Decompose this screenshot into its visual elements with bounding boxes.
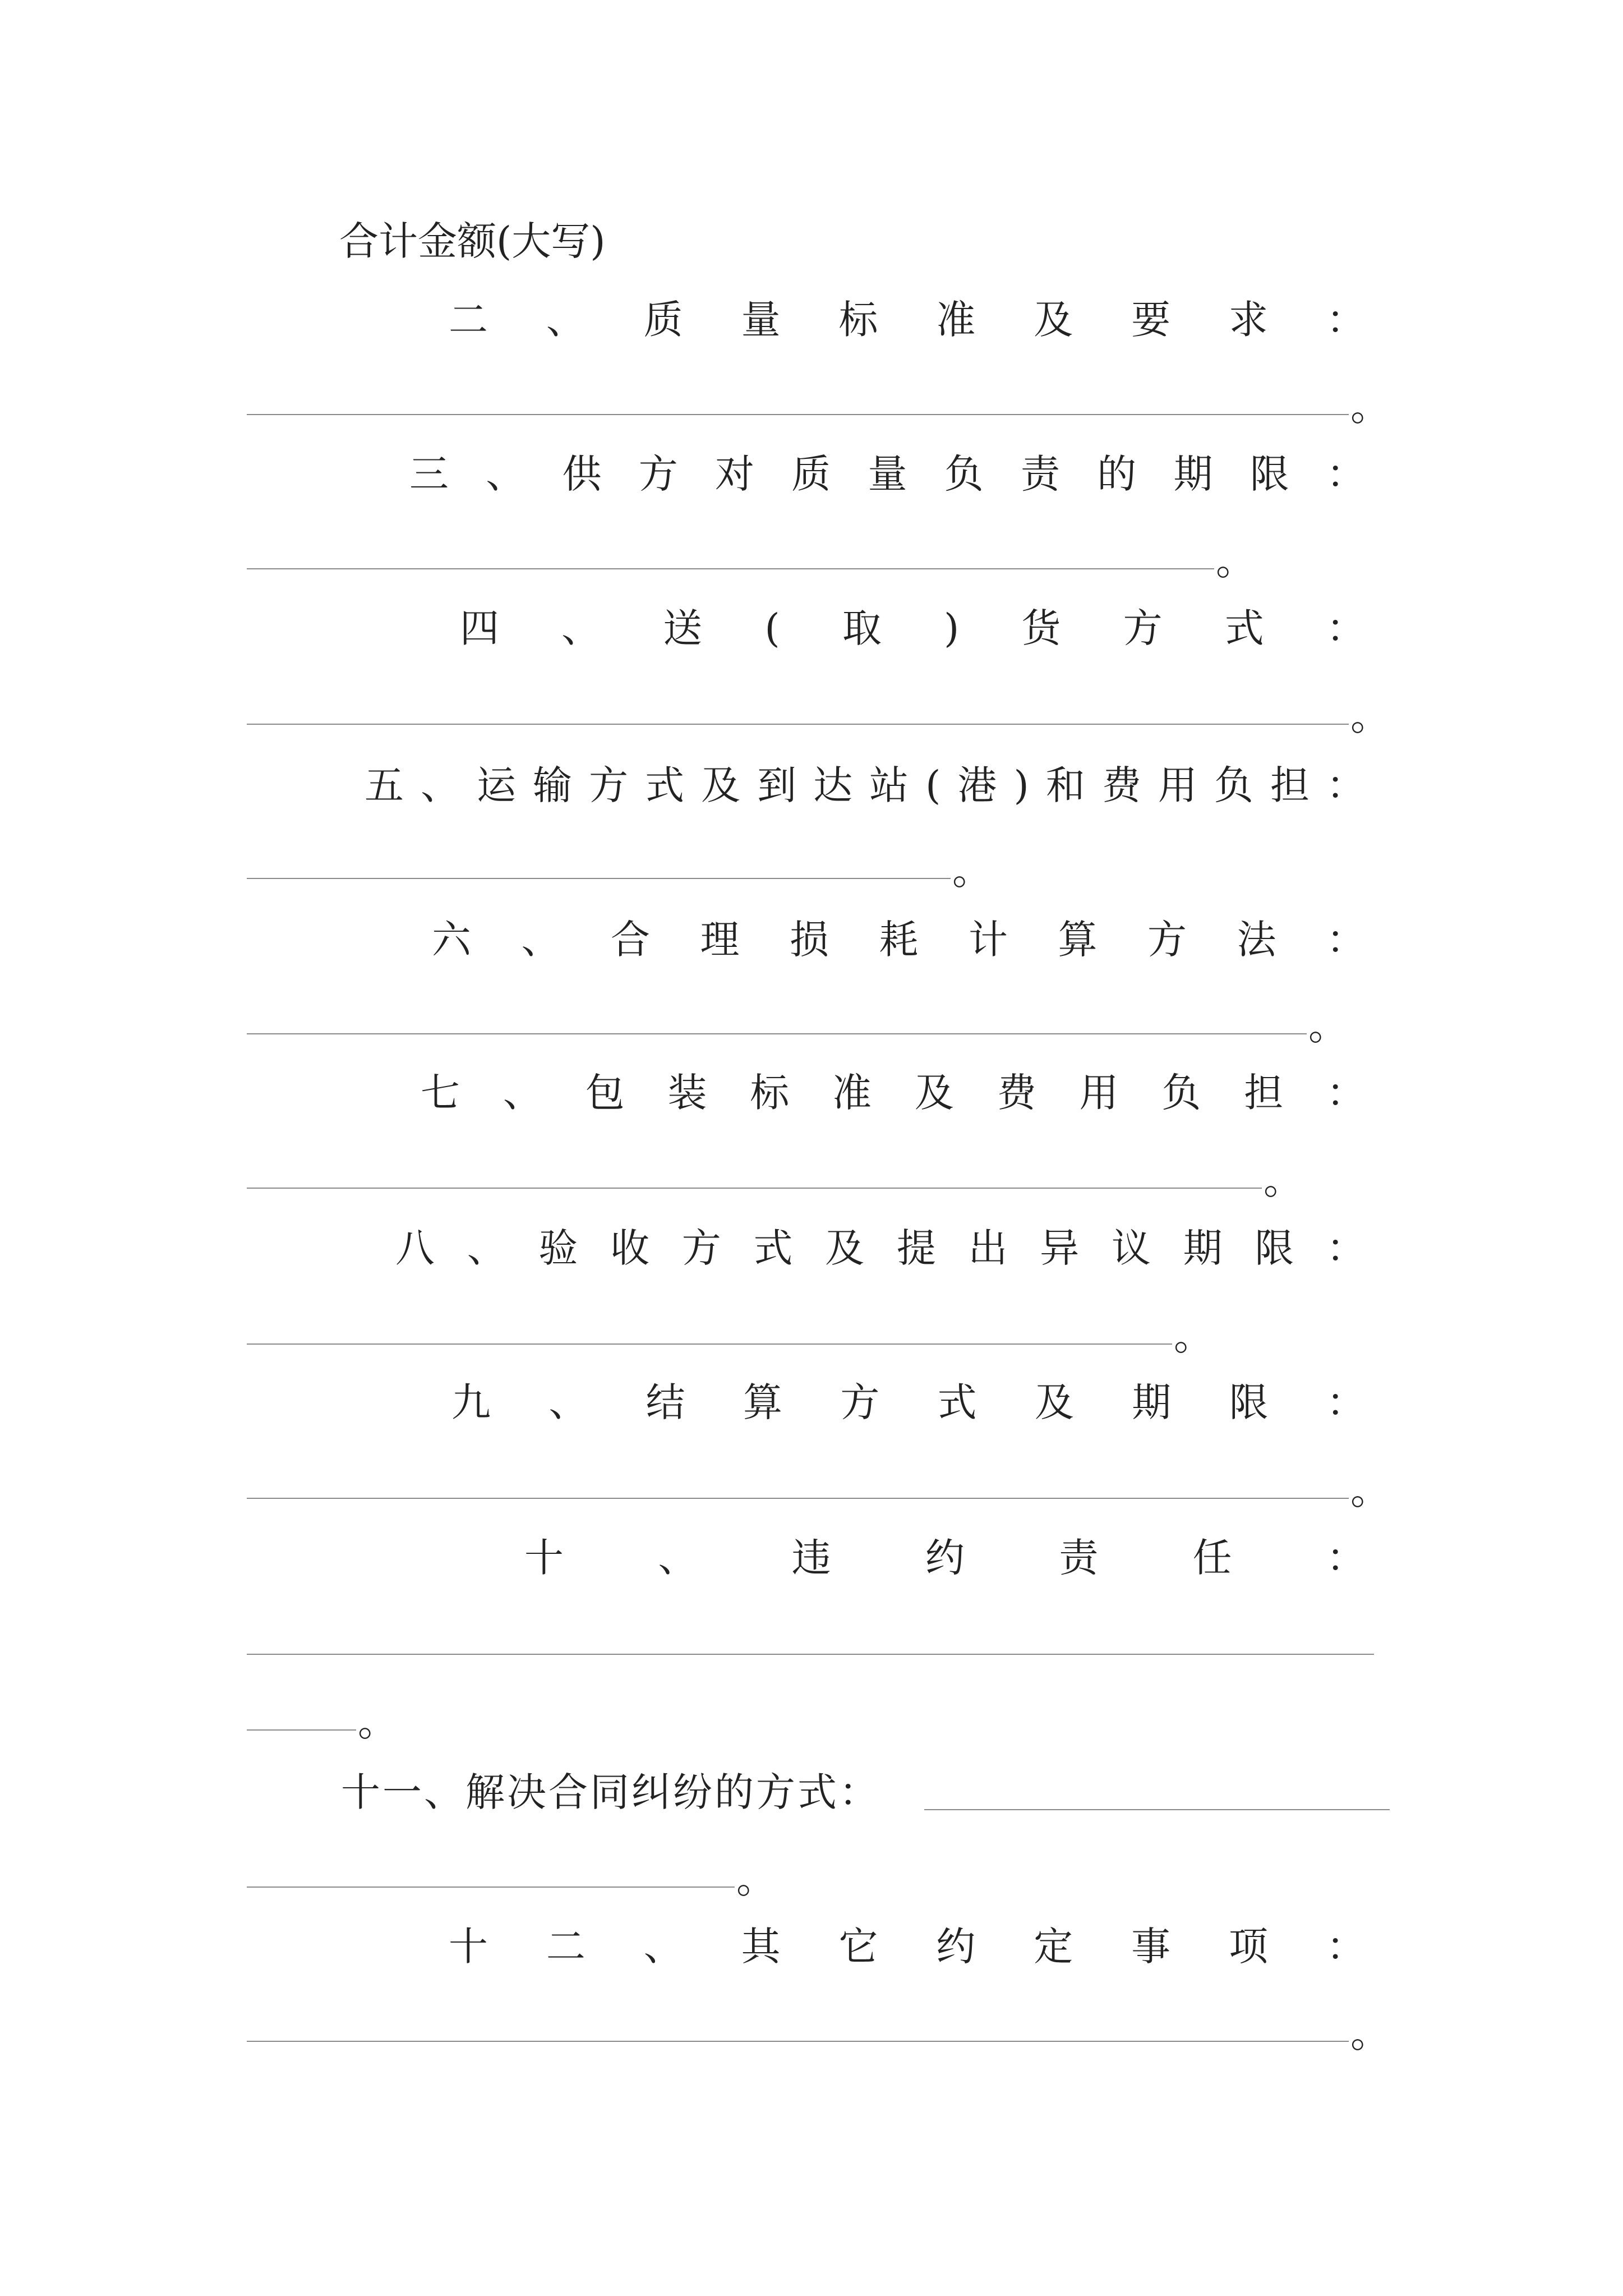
- section-12-blank[interactable]: [247, 2041, 1349, 2042]
- heading-char: 准: [936, 297, 976, 343]
- heading-char: 担: [1244, 1070, 1284, 1116]
- heading-char: 算: [1058, 917, 1098, 963]
- heading-char: 、: [561, 605, 601, 651]
- heading-char: 项: [1229, 1924, 1268, 1970]
- heading-char: 质: [643, 297, 683, 343]
- section-11-heading: 十一、解决合同纠纷的方式：: [341, 1769, 880, 1815]
- heading-char: 运: [477, 762, 517, 808]
- heading-char: 损: [790, 917, 829, 963]
- section-10-heading: [524, 1535, 1366, 1581]
- heading-char: 限: [1249, 451, 1289, 497]
- heading-char: 约: [936, 1924, 976, 1970]
- heading-char: 期: [1132, 1379, 1172, 1425]
- section-6-heading: [432, 917, 1366, 963]
- heading-char: 式: [937, 1379, 977, 1425]
- heading-char: 标: [750, 1070, 790, 1116]
- heading-char: ：: [1326, 451, 1366, 497]
- heading-char: 送: [663, 605, 703, 651]
- heading-char: 负: [1214, 762, 1253, 808]
- heading-char: 二: [449, 297, 488, 343]
- heading-char: 理: [700, 917, 740, 963]
- heading-char: 五: [365, 762, 404, 808]
- heading-char: 期: [1183, 1225, 1223, 1271]
- heading-char: 异: [1040, 1225, 1080, 1271]
- heading-char: 及: [914, 1070, 954, 1116]
- heading-char: 量: [868, 451, 907, 497]
- heading-char: 对: [715, 451, 754, 497]
- total-amount-label: 合计金额(大写): [339, 218, 606, 264]
- heading-char: 结: [645, 1379, 685, 1425]
- section-10-blank-2[interactable]: [247, 1729, 356, 1731]
- section-3-heading: [409, 451, 1366, 497]
- heading-char: ：: [1326, 1535, 1366, 1581]
- heading-char: 供: [562, 451, 602, 497]
- section-4-blank[interactable]: [247, 724, 1349, 725]
- heading-char: ：: [1326, 917, 1366, 963]
- heading-char: 方: [1147, 917, 1187, 963]
- section-7-heading: [421, 1070, 1366, 1116]
- heading-char: 它: [838, 1924, 878, 1970]
- heading-char: 式: [645, 762, 685, 808]
- heading-char: 合: [611, 917, 650, 963]
- heading-char: 、: [467, 1225, 506, 1271]
- heading-char: 算: [743, 1379, 782, 1425]
- heading-char: 定: [1034, 1924, 1073, 1970]
- heading-char: 式: [753, 1225, 793, 1271]
- heading-char: 议: [1111, 1225, 1151, 1271]
- heading-char: 、: [502, 1070, 542, 1116]
- heading-char: 及: [1034, 1379, 1074, 1425]
- heading-char: 验: [538, 1225, 578, 1271]
- heading-char: ：: [1326, 605, 1366, 651]
- section-8-end: 。: [1174, 1313, 1213, 1359]
- heading-char: 的: [1097, 451, 1137, 497]
- heading-char: ：: [1326, 762, 1366, 808]
- heading-char: 要: [1131, 297, 1171, 343]
- heading-char: 包: [585, 1070, 625, 1116]
- heading-char: 求: [1229, 297, 1268, 343]
- section-11-blank-1[interactable]: [924, 1809, 1390, 1810]
- heading-char: 事: [1131, 1924, 1171, 1970]
- heading-char: 责: [1059, 1535, 1099, 1581]
- heading-char: 二: [546, 1924, 585, 1970]
- heading-char: 九: [451, 1379, 491, 1425]
- section-9-end: 。: [1350, 1467, 1390, 1513]
- heading-char: 标: [838, 297, 878, 343]
- heading-char: 期: [1173, 451, 1213, 497]
- heading-char: 、: [486, 451, 525, 497]
- heading-char: 站: [869, 762, 909, 808]
- heading-char: 费: [997, 1070, 1036, 1116]
- heading-char: 七: [421, 1070, 460, 1116]
- section-10-end: 。: [358, 1699, 397, 1745]
- section-8-heading: [395, 1225, 1366, 1271]
- heading-char: 提: [896, 1225, 936, 1271]
- heading-char: 及: [1034, 297, 1073, 343]
- heading-char: 和: [1045, 762, 1085, 808]
- section-7-end: 。: [1264, 1157, 1303, 1203]
- heading-char: 负: [944, 451, 984, 497]
- heading-char: 担: [1270, 762, 1310, 808]
- heading-char: 质: [791, 451, 831, 497]
- heading-char: 方: [1123, 605, 1163, 651]
- heading-char: 负: [1161, 1070, 1201, 1116]
- heading-char: 任: [1192, 1535, 1232, 1581]
- section-12-heading: [449, 1924, 1366, 1970]
- heading-char: 四: [460, 605, 499, 651]
- section-4-heading: [460, 605, 1366, 651]
- heading-char: 用: [1158, 762, 1197, 808]
- section-5-blank[interactable]: [247, 878, 951, 879]
- heading-char: (: [764, 605, 780, 651]
- heading-char: 量: [741, 297, 781, 343]
- section-3-blank[interactable]: [247, 568, 1214, 569]
- heading-char: 违: [791, 1535, 831, 1581]
- heading-char: 出: [968, 1225, 1008, 1271]
- heading-char: 到: [757, 762, 797, 808]
- section-10-blank-1[interactable]: [247, 1654, 1374, 1655]
- heading-char: 三: [409, 451, 449, 497]
- heading-char: 装: [667, 1070, 707, 1116]
- section-4-end: 。: [1350, 693, 1390, 739]
- heading-char: 约: [925, 1535, 965, 1581]
- heading-char: 方: [840, 1379, 880, 1425]
- heading-char: 货: [1021, 605, 1061, 651]
- heading-char: 责: [1021, 451, 1060, 497]
- heading-char: 限: [1255, 1225, 1294, 1271]
- section-5-end: 。: [952, 848, 992, 894]
- heading-char: 计: [969, 917, 1008, 963]
- heading-char: 、: [643, 1924, 683, 1970]
- heading-char: 八: [395, 1225, 435, 1271]
- heading-char: 、: [548, 1379, 588, 1425]
- heading-char: 方: [589, 762, 629, 808]
- section-3-end: 。: [1216, 538, 1255, 584]
- heading-char: 其: [741, 1924, 781, 1970]
- section-6-blank[interactable]: [247, 1033, 1307, 1034]
- heading-char: ：: [1326, 297, 1366, 343]
- heading-char: 、: [421, 762, 460, 808]
- section-2-end: 。: [1350, 384, 1390, 430]
- heading-char: 、: [658, 1535, 698, 1581]
- section-9-blank[interactable]: [247, 1498, 1349, 1499]
- heading-char: 十: [449, 1924, 488, 1970]
- heading-char: 达: [813, 762, 853, 808]
- heading-char: ：: [1326, 1379, 1366, 1425]
- heading-char: 港: [957, 762, 997, 808]
- section-5-heading: [365, 762, 1366, 808]
- heading-char: 式: [1224, 605, 1264, 651]
- heading-char: 、: [546, 297, 585, 343]
- heading-char: 收: [610, 1225, 650, 1271]
- heading-char: 方: [681, 1225, 721, 1271]
- heading-char: 耗: [879, 917, 919, 963]
- section-9-heading: [451, 1379, 1366, 1425]
- heading-char: ): [944, 605, 960, 651]
- section-8-blank[interactable]: [247, 1343, 1172, 1345]
- heading-char: 、: [521, 917, 561, 963]
- heading-char: 限: [1229, 1379, 1269, 1425]
- heading-char: 准: [832, 1070, 872, 1116]
- heading-char: 十: [524, 1535, 564, 1581]
- section-2-blank[interactable]: [247, 414, 1349, 415]
- section-11-end: 。: [736, 1856, 776, 1902]
- heading-char: 法: [1237, 917, 1276, 963]
- heading-char: ：: [1326, 1924, 1366, 1970]
- heading-char: 六: [432, 917, 471, 963]
- heading-char: (: [925, 762, 941, 808]
- section-12-end: 。: [1350, 2010, 1390, 2056]
- heading-char: 方: [638, 451, 678, 497]
- heading-char: 费: [1101, 762, 1141, 808]
- heading-char: 输: [533, 762, 573, 808]
- heading-char: ：: [1326, 1070, 1366, 1116]
- section-11-blank-2[interactable]: [247, 1887, 735, 1888]
- section-2-heading: [449, 297, 1366, 343]
- section-6-end: 。: [1308, 1003, 1348, 1049]
- heading-char: ): [1013, 762, 1029, 808]
- section-7-blank[interactable]: [247, 1188, 1262, 1189]
- heading-char: 取: [842, 605, 882, 651]
- heading-char: ：: [1326, 1225, 1366, 1271]
- heading-char: 及: [825, 1225, 865, 1271]
- heading-char: 用: [1079, 1070, 1119, 1116]
- heading-char: 及: [701, 762, 741, 808]
